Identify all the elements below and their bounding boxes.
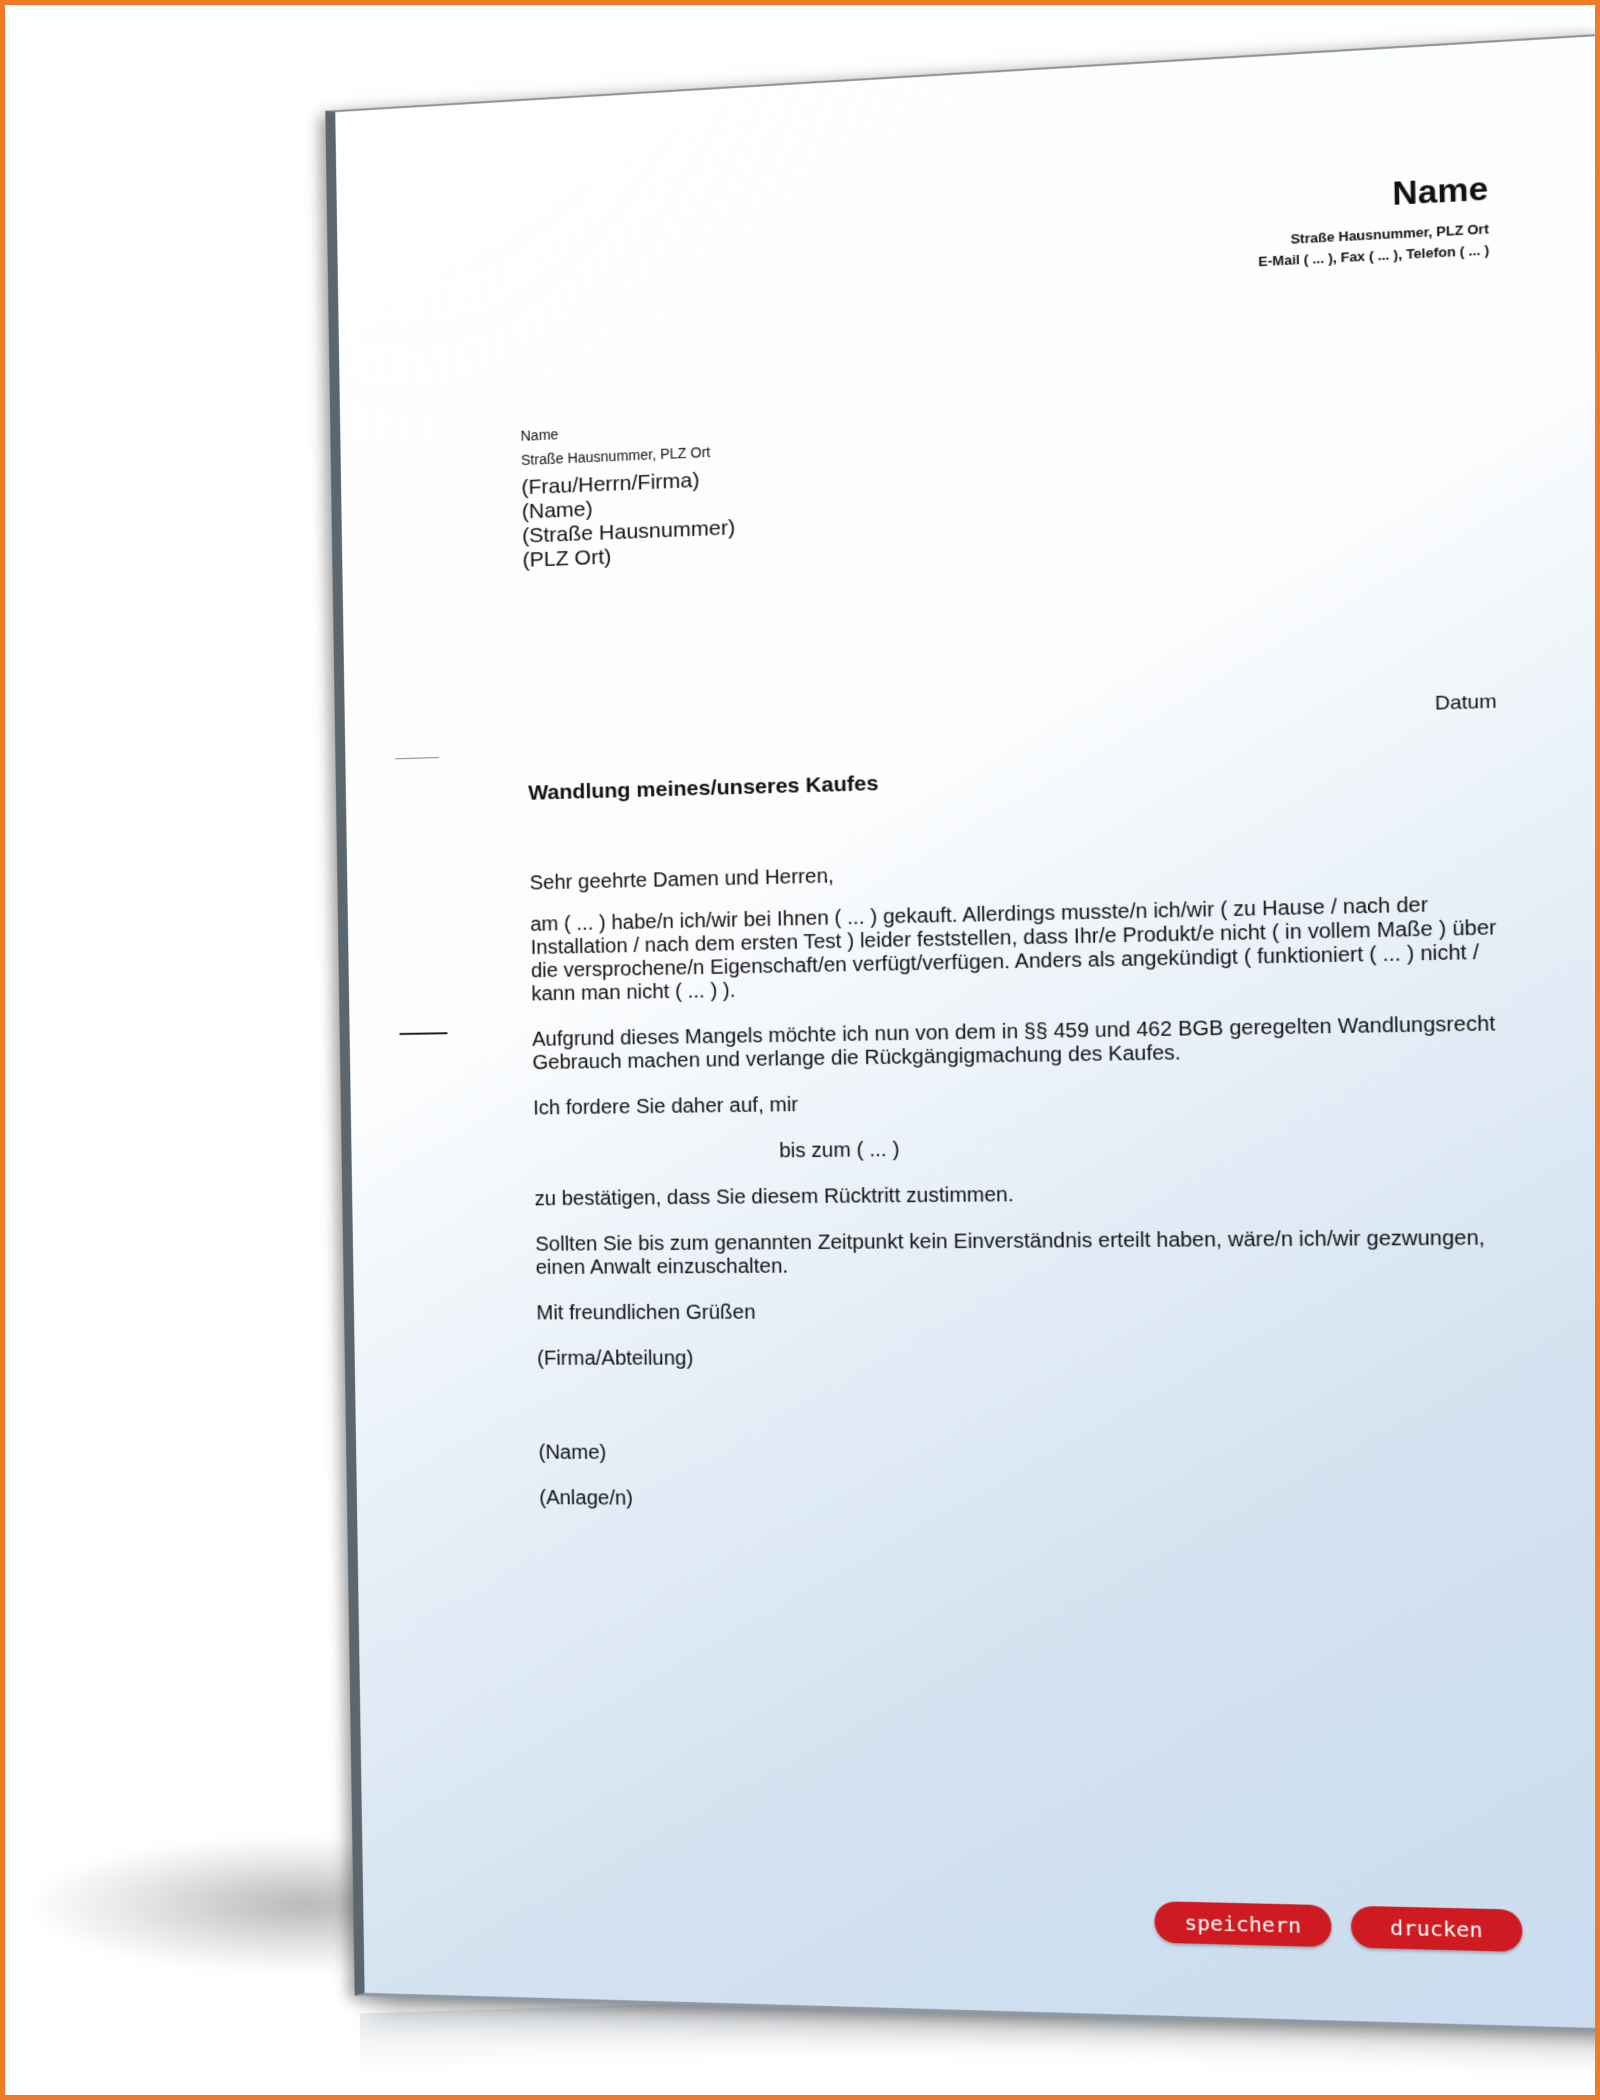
sender-address: Straße Hausnummer, PLZ Ort — [1290, 220, 1489, 247]
body-paragraph: Ich fordere Sie daher auf, mir — [533, 1093, 799, 1120]
recipient-city: (PLZ Ort) — [522, 545, 612, 572]
letter-salutation: Sehr geehrte Damen und Herren, — [529, 865, 835, 895]
return-address — [520, 415, 710, 472]
return-address-name: Name — [520, 426, 559, 444]
deadline-line: bis zum ( ... ) — [779, 1138, 900, 1163]
save-button[interactable]: speichern — [1154, 1901, 1332, 1947]
letter-date: Datum — [1434, 690, 1497, 715]
body-paragraph: Aufgrund dieses Mangels möchte ich nun von dem in §§ 459 und 462 BGB geregelten Wandlungsrecht Gebrauch machen und verlange die Rückgängigmachung des Kaufes. — [531, 1012, 1496, 1075]
recipient-block — [521, 467, 736, 573]
letter-body — [529, 849, 1512, 1539]
signature-name: (Name) — [538, 1441, 607, 1464]
sender-name: Name — [1392, 169, 1489, 213]
sender-contact: E-Mail ( ... ), Fax ( ... ), Telefon ( ... ) — [1258, 241, 1490, 270]
recipient-salutation: (Frau/Herrn/Firma) — [521, 468, 700, 500]
body-paragraph: am ( ... ) habe/n ich/wir bei Ihnen ( ... ) gekauft. Allerdings musste/n ich/wir ( zu Hause / nach der Installation / nach dem ersten Test ) leider feststellen, dass Ihr/e Produkt/e nicht ( in vollem Maße ) über die versprochene/n Eigenschaft/en verfügt/verfügen. Anders als angekündigt ( funktioniert ( ... ) nicht / kann man nicht ( ... ) ). — [530, 893, 1497, 1006]
letter-subject: Wandlung meines/unseres Kaufes — [528, 771, 879, 805]
print-button[interactable]: drucken — [1351, 1906, 1523, 1952]
body-paragraph: Sollten Sie bis zum genannten Zeitpunkt kein Einverständnis erteilt haben, wäre/n ich/wir gezwungen, einen Anwalt einzuschalten. — [535, 1226, 1486, 1280]
fold-mark — [395, 757, 439, 759]
body-paragraph: zu bestätigen, dass Sie diesem Rücktritt zustimmen. — [534, 1183, 1014, 1211]
action-buttons — [1154, 1901, 1523, 1952]
attachments-note: (Anlage/n) — [539, 1486, 634, 1510]
recipient-name: (Name) — [521, 497, 593, 524]
letter-page — [325, 34, 1600, 2032]
letter-closing: Mit freundlichen Grüßen — [536, 1301, 756, 1325]
recipient-street: (Straße Hausnummer) — [521, 515, 736, 548]
signature-company: (Firma/Abteilung) — [536, 1347, 694, 1370]
return-address-street: Straße Hausnummer, PLZ Ort — [520, 443, 711, 469]
sender-block — [1257, 169, 1489, 272]
punch-mark — [399, 1032, 447, 1035]
